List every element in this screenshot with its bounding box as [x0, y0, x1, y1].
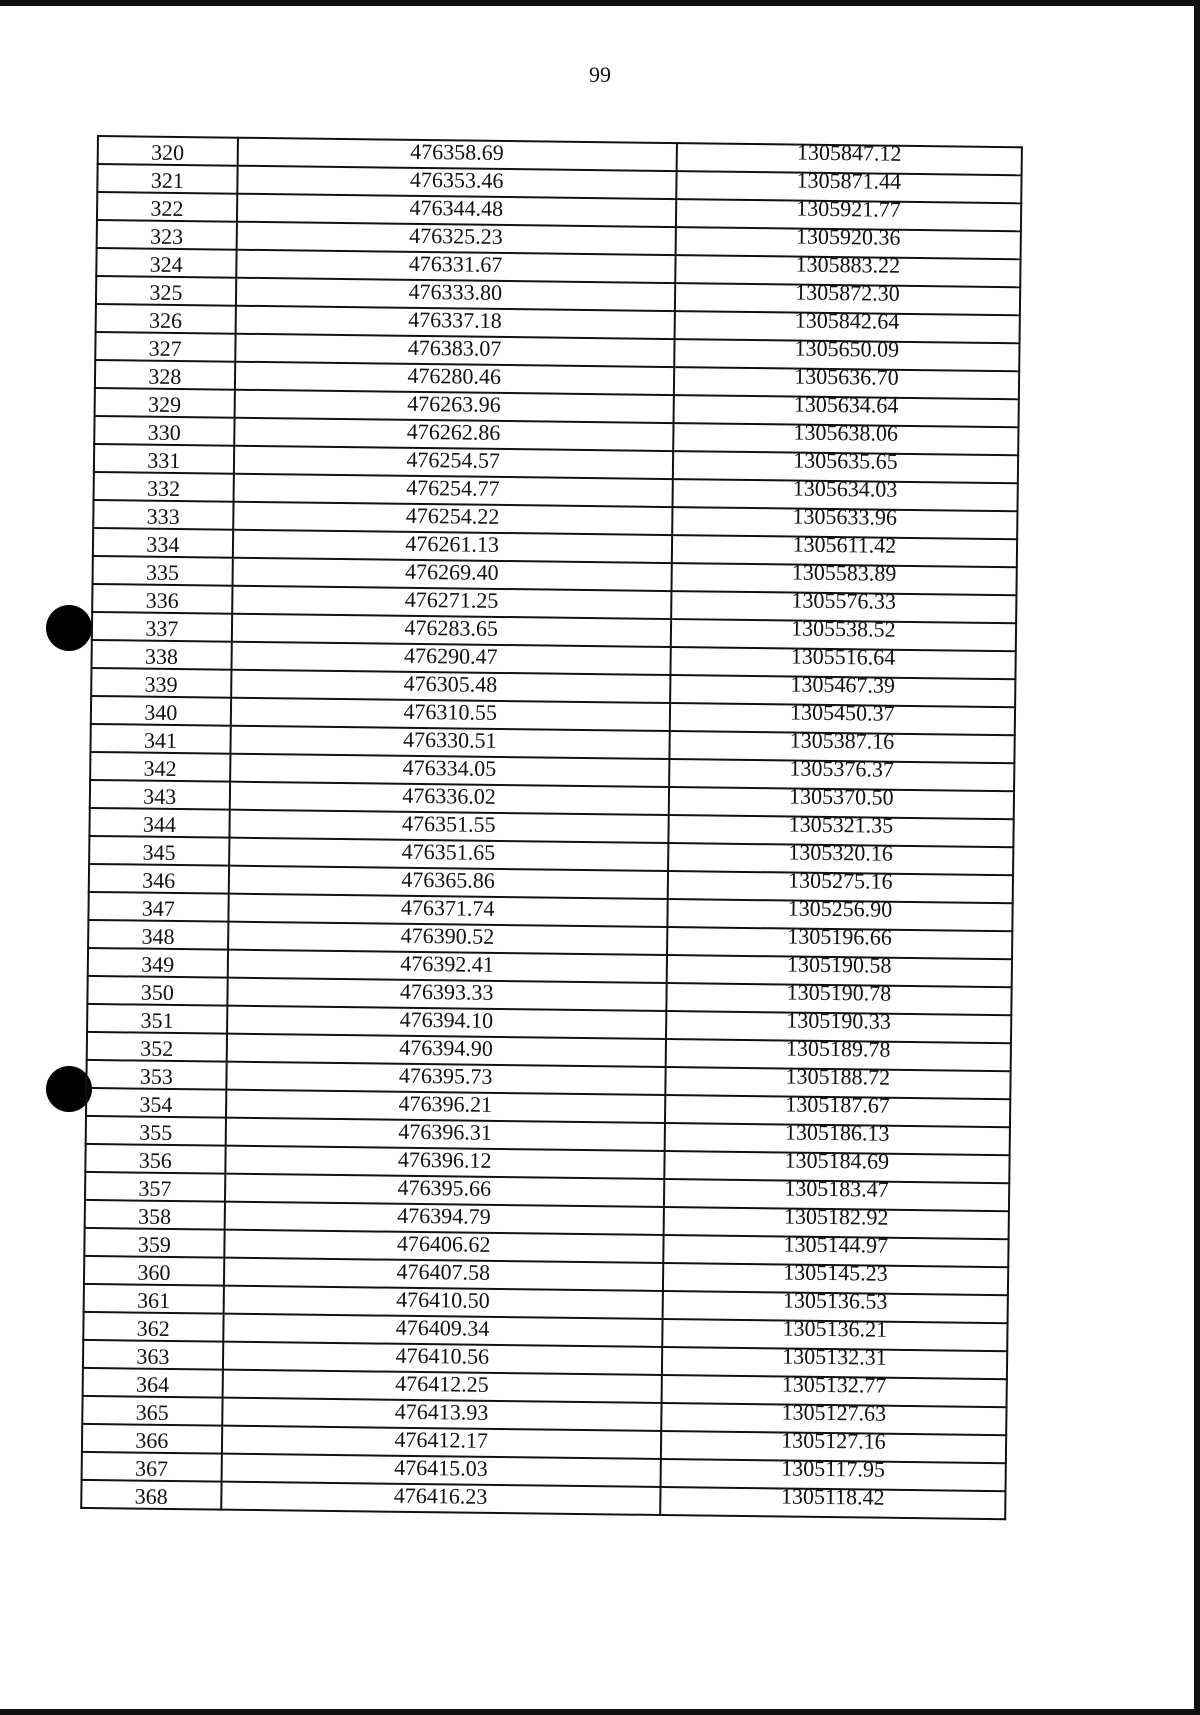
- cell-value: 476358.69: [410, 138, 504, 165]
- cell-value: 1305145.23: [783, 1259, 888, 1286]
- cell-value: 1305275.16: [787, 867, 893, 894]
- cell-value: 1305450.37: [789, 699, 895, 726]
- cell-value: 1305186.13: [784, 1119, 890, 1146]
- cell-value: 1305883.22: [795, 251, 901, 278]
- cell-value: 476413.93: [394, 1398, 489, 1425]
- cell-value: 1305635.65: [793, 447, 898, 474]
- cell-value: 334: [146, 531, 180, 558]
- punch-hole-upper: [46, 605, 92, 651]
- northing-cell: [660, 1483, 1006, 1519]
- cell-value: 1305132.31: [782, 1343, 887, 1370]
- point-number-cell: [98, 136, 238, 166]
- point-number-cell: [86, 1060, 226, 1090]
- cell-value: 476254.57: [406, 446, 501, 473]
- cell-value: 1305190.78: [786, 979, 892, 1006]
- point-number-cell: [89, 836, 229, 866]
- cell-value: 1305611.42: [792, 531, 897, 558]
- cell-value: 476392.41: [400, 950, 494, 977]
- coordinate-table-container: [80, 135, 1023, 1520]
- cell-value: 1305118.42: [780, 1483, 885, 1510]
- cell-value: 476344.48: [409, 194, 504, 221]
- cell-value: 333: [146, 503, 180, 530]
- cell-value: 357: [138, 1175, 172, 1201]
- cell-value: 321: [150, 167, 184, 194]
- easting-cell: [221, 1482, 660, 1515]
- cell-value: 1305256.90: [787, 895, 893, 922]
- cell-value: 1305127.63: [781, 1399, 887, 1426]
- cell-value: 1305190.33: [786, 1007, 891, 1034]
- point-number-cell: [88, 892, 228, 922]
- cell-value: 476410.56: [395, 1342, 490, 1369]
- cell-value: 1305847.12: [796, 139, 902, 166]
- point-number-cell: [83, 1312, 223, 1342]
- point-number-cell: [95, 360, 235, 390]
- cell-value: 1305872.30: [795, 279, 900, 306]
- cell-value: 342: [143, 755, 177, 782]
- cell-value: 476261.13: [405, 530, 500, 557]
- point-number-cell: [82, 1396, 222, 1426]
- point-number-cell: [90, 780, 230, 810]
- point-number-cell: [94, 416, 234, 446]
- cell-value: 476310.55: [403, 698, 498, 725]
- cell-value: 326: [148, 307, 183, 334]
- coordinate-table-body: [81, 136, 1022, 1519]
- point-number-cell: [82, 1424, 222, 1454]
- cell-value: 476330.51: [402, 726, 497, 753]
- point-number-cell: [86, 1088, 226, 1118]
- cell-value: 338: [144, 643, 179, 670]
- cell-value: 352: [140, 1035, 174, 1061]
- cell-value: 1305633.96: [792, 503, 898, 530]
- cell-value: 1305127.16: [781, 1427, 886, 1454]
- cell-value: 328: [148, 363, 182, 390]
- point-number-cell: [89, 808, 229, 838]
- cell-value: 346: [142, 867, 176, 894]
- cell-value: 476394.90: [399, 1034, 493, 1061]
- cell-value: 324: [149, 251, 183, 278]
- point-number-cell: [90, 724, 230, 754]
- cell-value: 1305638.06: [793, 419, 899, 446]
- cell-value: 358: [137, 1203, 172, 1229]
- point-number-cell: [96, 304, 236, 334]
- cell-value: 360: [137, 1259, 171, 1285]
- cell-value: 476280.46: [407, 362, 502, 389]
- cell-value: 476283.65: [404, 614, 499, 641]
- cell-value: 1305183.47: [784, 1175, 889, 1202]
- cell-value: 476412.25: [395, 1370, 489, 1397]
- cell-value: 476396.21: [398, 1090, 493, 1117]
- cell-value: 1305650.09: [794, 335, 900, 362]
- cell-value: 476269.40: [404, 558, 499, 585]
- cell-value: 362: [136, 1315, 170, 1341]
- cell-value: 339: [144, 671, 178, 698]
- cell-value: 1305136.21: [782, 1315, 888, 1342]
- point-number-cell: [91, 668, 231, 698]
- cell-value: 1305842.64: [794, 307, 900, 334]
- point-number-cell: [83, 1340, 223, 1370]
- cell-value: 476290.47: [403, 642, 498, 669]
- point-number-cell: [90, 752, 230, 782]
- cell-value: 476407.58: [396, 1258, 491, 1285]
- point-number-cell: [94, 472, 234, 502]
- cell-value: 476254.22: [405, 502, 500, 529]
- cell-value: 476365.86: [401, 866, 496, 893]
- cell-value: 1305144.97: [783, 1231, 889, 1258]
- cell-value: 476394.79: [397, 1202, 491, 1229]
- cell-value: 1305132.77: [781, 1371, 887, 1398]
- cell-value: 366: [135, 1427, 169, 1453]
- cell-value: 343: [143, 783, 177, 810]
- cell-value: 476393.33: [399, 978, 494, 1005]
- cell-value: 1305634.64: [793, 391, 899, 418]
- cell-value: 322: [150, 195, 184, 222]
- point-number-cell: [93, 556, 233, 586]
- cell-value: 367: [134, 1455, 169, 1481]
- cell-value: 1305190.58: [786, 951, 892, 978]
- point-number-cell: [81, 1480, 221, 1510]
- cell-value: 353: [139, 1063, 173, 1089]
- point-number-cell: [88, 920, 228, 950]
- cell-value: 364: [135, 1371, 170, 1397]
- cell-value: 476325.23: [409, 222, 503, 249]
- point-number-cell: [93, 528, 233, 558]
- point-number-cell: [87, 1032, 227, 1062]
- cell-value: 476396.12: [397, 1146, 492, 1173]
- point-number-cell: [89, 864, 229, 894]
- cell-value: 1305376.37: [789, 755, 895, 782]
- cell-value: 354: [139, 1091, 173, 1117]
- point-number-cell: [97, 220, 237, 250]
- cell-value: 356: [138, 1147, 172, 1173]
- cell-value: 323: [149, 223, 184, 250]
- cell-value: 1305136.53: [782, 1287, 888, 1314]
- point-number-cell: [94, 444, 234, 474]
- point-number-cell: [91, 640, 231, 670]
- cell-value: 476416.23: [393, 1482, 488, 1509]
- cell-value: 337: [145, 615, 179, 642]
- cell-value: 476353.46: [409, 166, 504, 193]
- cell-value: 476390.52: [400, 922, 495, 949]
- cell-value: 476371.74: [400, 894, 495, 921]
- cell-value: 476254.77: [406, 474, 500, 501]
- point-number-cell: [83, 1368, 223, 1398]
- cell-value: 476415.03: [394, 1454, 488, 1481]
- cell-value: 1305184.69: [784, 1147, 890, 1174]
- cell-value: 350: [140, 979, 175, 1006]
- cell-value: 476409.34: [395, 1314, 490, 1341]
- cell-value: 1305871.44: [796, 167, 902, 194]
- point-number-cell: [97, 164, 237, 194]
- cell-value: 476383.07: [407, 334, 502, 361]
- cell-value: 476331.67: [408, 250, 503, 277]
- cell-value: 341: [143, 727, 178, 754]
- cell-value: 1305583.89: [791, 559, 897, 586]
- cell-value: 347: [141, 895, 176, 922]
- cell-value: 476333.80: [408, 278, 503, 305]
- point-number-cell: [93, 500, 233, 530]
- cell-value: 476395.73: [398, 1062, 493, 1089]
- point-number-cell: [95, 388, 235, 418]
- cell-value: 330: [147, 419, 181, 446]
- cell-value: 476351.55: [401, 810, 496, 837]
- cell-value: 1305467.39: [790, 671, 896, 698]
- cell-value: 1305320.16: [788, 839, 894, 866]
- cell-value: 351: [140, 1007, 174, 1034]
- cell-value: 340: [144, 699, 178, 726]
- point-number-cell: [96, 248, 236, 278]
- cell-value: 1305189.78: [785, 1035, 891, 1062]
- cell-value: 348: [141, 923, 175, 950]
- cell-value: 361: [136, 1287, 171, 1313]
- point-number-cell: [92, 612, 232, 642]
- point-number-cell: [84, 1284, 224, 1314]
- cell-value: 476334.05: [402, 754, 497, 781]
- point-number-cell: [92, 584, 232, 614]
- cell-value: 476394.10: [399, 1006, 494, 1033]
- point-number-cell: [85, 1200, 225, 1230]
- cell-value: 331: [147, 447, 181, 474]
- cell-value: 476395.66: [397, 1174, 492, 1201]
- cell-value: 349: [141, 951, 175, 978]
- cell-value: 476263.96: [407, 390, 501, 417]
- cell-value: 476262.86: [406, 418, 501, 445]
- cell-value: 476396.31: [398, 1118, 492, 1145]
- cell-value: 1305636.70: [794, 363, 899, 390]
- cell-value: 476406.62: [396, 1230, 491, 1257]
- page-number: 99: [589, 62, 611, 87]
- cell-value: 1305921.77: [796, 195, 901, 222]
- cell-value: 335: [145, 559, 180, 586]
- cell-value: 1305576.33: [791, 587, 897, 614]
- cell-value: 1305196.66: [787, 923, 893, 950]
- point-number-cell: [87, 976, 227, 1006]
- cell-value: 1305117.95: [781, 1455, 886, 1482]
- point-number-cell: [86, 1116, 226, 1146]
- cell-value: 1305634.03: [792, 475, 898, 502]
- cell-value: 476337.18: [408, 306, 502, 333]
- point-number-cell: [96, 276, 236, 306]
- cell-value: 1305188.72: [785, 1063, 891, 1090]
- point-number-cell: [95, 332, 235, 362]
- cell-value: 1305370.50: [788, 783, 894, 810]
- point-number-cell: [85, 1172, 225, 1202]
- coordinate-table: [80, 135, 1023, 1520]
- cell-value: 1305321.35: [788, 811, 894, 838]
- cell-value: 355: [139, 1119, 173, 1145]
- cell-value: 476305.48: [403, 670, 498, 697]
- cell-value: 332: [146, 475, 181, 502]
- cell-value: 336: [145, 587, 179, 614]
- cell-value: 320: [150, 139, 185, 166]
- cell-value: 476412.17: [394, 1426, 489, 1453]
- cell-value: 476351.65: [401, 838, 496, 865]
- point-number-cell: [91, 696, 231, 726]
- cell-value: 345: [142, 839, 176, 866]
- point-number-cell: [85, 1144, 225, 1174]
- cell-value: 1305187.67: [785, 1091, 890, 1118]
- cell-value: 1305516.64: [790, 643, 896, 670]
- point-number-cell: [97, 192, 237, 222]
- point-number-cell: [88, 948, 228, 978]
- point-number-cell: [87, 1004, 227, 1034]
- cell-value: 329: [147, 391, 182, 418]
- cell-value: 1305920.36: [795, 223, 901, 250]
- cell-value: 365: [135, 1399, 169, 1425]
- cell-value: 359: [137, 1231, 171, 1257]
- cell-value: 476336.02: [402, 782, 497, 809]
- cell-value: 327: [148, 335, 182, 362]
- point-number-cell: [84, 1228, 224, 1258]
- cell-value: 368: [134, 1483, 168, 1509]
- cell-value: 476410.50: [396, 1286, 490, 1313]
- point-number-cell: [82, 1452, 222, 1482]
- cell-value: 1305387.16: [789, 727, 895, 754]
- cell-value: 325: [149, 279, 183, 306]
- cell-value: 344: [142, 811, 177, 838]
- cell-value: 363: [136, 1343, 170, 1369]
- cell-value: 1305182.92: [783, 1203, 889, 1230]
- point-number-cell: [84, 1256, 224, 1286]
- cell-value: 476271.25: [404, 586, 499, 613]
- cell-value: 1305538.52: [790, 615, 896, 642]
